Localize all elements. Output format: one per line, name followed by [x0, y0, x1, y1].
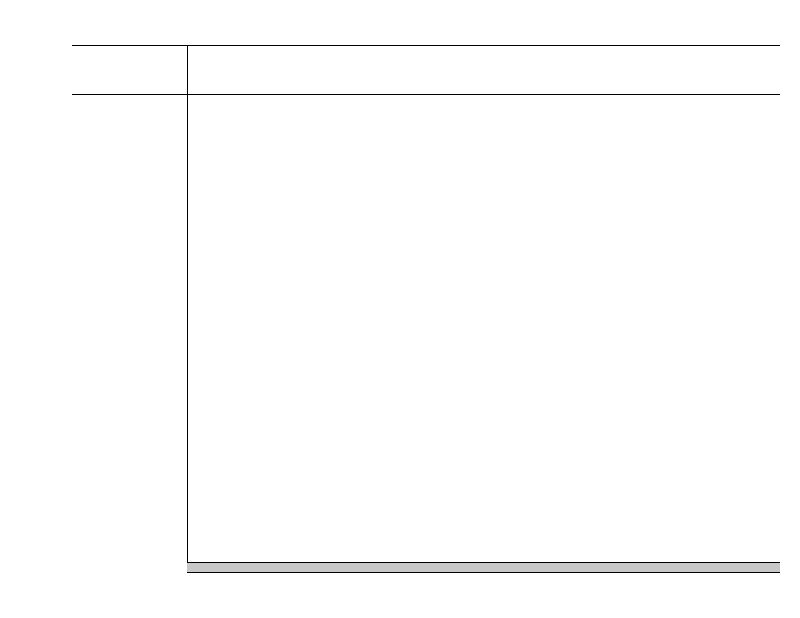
table-top-rule — [72, 45, 780, 46]
updated-stamp — [580, 21, 628, 27]
section-bar-components-assessments — [187, 562, 780, 573]
table-row-rule — [72, 94, 780, 95]
table-column-divider — [187, 45, 188, 562]
